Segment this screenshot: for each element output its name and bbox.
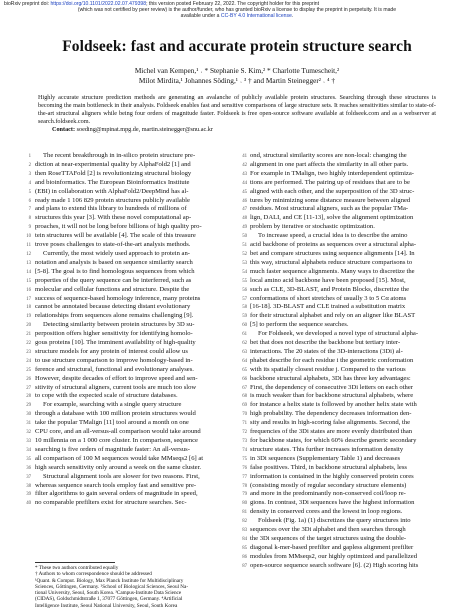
line-number: 34: [26, 447, 31, 453]
body-line: [242, 294, 448, 304]
line-number: 48: [242, 216, 247, 222]
line-number: 79: [242, 492, 247, 498]
body-line: [242, 196, 448, 206]
line-number: 59: [242, 314, 247, 320]
line-text: alignment in one part affects the similarity in all other parts.: [250, 160, 409, 168]
body-line: [28, 205, 233, 214]
line-number: 33: [26, 439, 31, 444]
line-number: 56: [242, 287, 247, 293]
line-number: 44: [242, 180, 247, 186]
body-line: [242, 543, 448, 553]
body-line: [26, 312, 233, 321]
line-text: Foldseek (Fig. 1a) (1) discretizes the query structures into: [258, 517, 411, 525]
contact-label: Contact:: [52, 126, 76, 134]
line-text: whereas sequence search tools employ fast and sensitive pre-: [35, 481, 197, 489]
body-line: [28, 223, 233, 232]
author-list: [0, 66, 474, 85]
banner-line-2: (which was not certified by peer review) is the author/funder, who has granted bioRxiv a license to display the preprint in perpetuity. It is made: [77, 7, 397, 13]
line-text: high search sensitivity only around a week on the same cluster.: [35, 463, 202, 471]
line-number: 16: [26, 287, 31, 293]
line-text: information is contained in the highly conserved protein cores: [250, 472, 414, 480]
line-text: for their structural alphabet and rely on an aligner like BLAST: [250, 312, 416, 320]
body-line: [26, 445, 233, 455]
body-line: [242, 160, 448, 170]
line-text: high probability. The dependency decreases information den-: [250, 410, 412, 418]
line-text: ference and structural, functional and evolutionary analyses.: [35, 365, 194, 373]
body-line: [28, 187, 233, 197]
abstract: [38, 94, 436, 134]
line-number: 12: [26, 251, 31, 257]
line-number: 24: [26, 358, 31, 364]
body-line: [26, 374, 233, 384]
body-column-right: [242, 152, 448, 571]
line-text: lign, DALI, and CE [11-13], solve the alignment optimization: [250, 214, 414, 222]
line-text: [5-8]. The goal is to find homologous sequences from which: [35, 267, 195, 275]
body-line: [26, 232, 233, 241]
line-number: 82: [242, 519, 247, 525]
abstract-line: software available at foldseek.com and as a webserver at search.foldseek.com.: [38, 110, 437, 126]
abstract-line: structures is becoming the main bottleneck in their analysis. Foldseek enables fast and sensitive comparisons of large structure sets. It: [38, 94, 437, 110]
body-line: [242, 223, 448, 232]
author-line-1: Michel van Kempen,¹ ˒ * Stephanie S. Kim,² * Charlotte Tumescheit,²: [134, 66, 340, 75]
line-text: cannot be annotated because detecting distant evolutionary: [35, 303, 191, 311]
line-text: with its spatially closest residue j. Compared to the various: [250, 365, 406, 373]
line-text: sequences over the 3Di alphabet and then searches through: [250, 526, 406, 534]
line-text: ready made 1 106 829 protein structures publicly available: [35, 196, 190, 204]
abstract-line: reaches sensitivities similar to state-of-the-art structural aligners while being four orders of magnitude faster. Foldseek is free open-source: [38, 102, 436, 118]
line-number: 18: [26, 305, 31, 311]
line-number: 31: [26, 421, 31, 427]
line-text: CPU core, and an all-versus-all comparison would take around: [35, 428, 201, 436]
line-text: [5] to perform the sequence searches.: [250, 321, 349, 329]
banner-line1-suffix: ; this version posted February 22, 2022. The copyright holder for this preprint: [146, 1, 319, 7]
line-text: then RoseTTAFold [2] is revolutionizing structural biology: [35, 169, 192, 177]
line-text: notation and analysis is based on sequence similarity search: [35, 258, 193, 266]
line-number: 85: [242, 545, 247, 551]
line-text: and plans to extend this library to hundreds of millions of: [35, 205, 187, 213]
line-number: 55: [242, 278, 247, 284]
line-text: success of sequence-based homology inference, many proteins: [35, 294, 201, 302]
body-line: [242, 508, 448, 517]
body-line: [26, 490, 233, 499]
body-line: [242, 347, 448, 357]
body-line: [242, 178, 448, 188]
line-text: such as CLE, 3D-BLAST, and Protein Blocks, discretize the: [250, 285, 410, 293]
line-text: interactions. The 20 states of the 3D-interactions (3Di) al-: [250, 347, 403, 355]
line-number: 40: [26, 501, 31, 507]
line-text: filter algorithms to gain several orders of magnitude in speed,: [35, 490, 198, 498]
body-line: [242, 383, 448, 393]
line-text: tions are performed. The pairing up of residues that are to be: [250, 178, 410, 186]
line-number: 9: [28, 225, 31, 231]
author-line-2: Milot Mirdita,¹ Johannes Söding,¹ ˒ ³ † and Martin Steinegger² ˒ ⁴ †: [138, 75, 336, 85]
line-number: 50: [242, 234, 247, 240]
line-text: gions. In contrast, 3Di sequences have the highest information: [250, 499, 415, 507]
body-line: [242, 419, 448, 428]
body-line: [26, 285, 233, 295]
line-text: First, the dependency of consecutive 3Di letters on each other: [250, 383, 413, 391]
body-line: [26, 347, 233, 357]
line-number: 53: [242, 260, 247, 266]
line-number: 76: [242, 465, 247, 471]
body-line: [242, 552, 448, 562]
body-line: [242, 374, 448, 384]
line-text: acid backbone of proteins as sequences over a structural alpha-: [250, 241, 417, 249]
body-line: [242, 410, 448, 419]
line-number: 37: [26, 474, 31, 480]
line-text: conformations of short stretches of usually 3 to 5 Cα atoms: [250, 294, 407, 302]
body-line: [26, 258, 233, 268]
banner-license-prefix: available under a: [180, 13, 220, 19]
line-text: molecular and cellular functions and structure. Despite the: [35, 285, 190, 293]
body-line: [26, 267, 233, 277]
line-text: However, despite decades of effort to improve speed and sen-: [35, 374, 198, 382]
line-text: sitivity of structural aligners, current tools are much too slow: [35, 383, 197, 391]
line-number: 36: [26, 465, 31, 471]
footnotes: [35, 565, 233, 609]
body-line: [242, 232, 448, 241]
line-number: 13: [26, 260, 31, 266]
line-number: 41: [242, 154, 247, 159]
line-number: 47: [242, 207, 247, 213]
body-line: [242, 428, 448, 437]
body-line: [242, 276, 448, 286]
line-number: 46: [242, 198, 247, 204]
line-number: 14: [26, 269, 31, 275]
line-text: tein structures will be available [4]. The scale of this treasure: [35, 232, 196, 240]
body-line: [26, 330, 233, 339]
line-number: 61: [242, 332, 247, 338]
body-line: [242, 330, 448, 339]
line-number: 75: [242, 456, 247, 462]
body-line: [242, 356, 448, 366]
line-number: 77: [242, 474, 247, 480]
line-text: diction at near-experimental quality by AlphaFold2 [1] and: [35, 160, 191, 168]
footnote-line: * These two authors contributed equally: [35, 565, 119, 571]
body-line: [242, 241, 448, 250]
line-number: 73: [242, 439, 247, 444]
body-line: [26, 472, 233, 482]
line-text: diagonal k-mer-based prefilter and gapless alignment prefilter: [250, 543, 414, 551]
body-line: [26, 481, 233, 491]
license-link[interactable]: CC-BY 4.0 International license: [220, 13, 292, 19]
body-line: [242, 152, 448, 161]
line-text: For Foldseek, we developed a novel type of structural alpha-: [258, 330, 419, 338]
body-line: [26, 339, 233, 348]
body-line: [26, 276, 233, 286]
abstract-line: Highly accurate structure prediction methods are generating an avalanche of publicly available protein structures. Searching through these: [38, 94, 402, 101]
line-number: 69: [242, 403, 247, 409]
banner-doi-prefix: bioRxiv preprint doi:: [4, 1, 51, 7]
line-number: 83: [242, 528, 247, 534]
line-number: 67: [242, 385, 247, 391]
line-number: 74: [242, 447, 247, 453]
line-text: trove poses challenges to state-of-the-art analysis methods.: [35, 241, 191, 249]
line-number: 25: [26, 367, 31, 373]
line-number: 3: [28, 171, 31, 177]
body-line: [26, 401, 233, 410]
body-line: [26, 392, 233, 401]
line-text: [16-18]. 3D-BLAST and CLE trained a substitution matrix: [250, 303, 406, 311]
body-line: [26, 419, 233, 428]
body-line: [26, 463, 233, 473]
line-number: 54: [242, 269, 247, 275]
line-number: 42: [242, 162, 247, 168]
line-text: bet and compare structures using sequence alignments [14]. In: [250, 249, 415, 257]
body-line: [26, 294, 233, 304]
line-text: Detecting similarity between protein structures by 3D su-: [43, 321, 195, 329]
line-text: modules from MMseqs2, our highly optimized and parallelized: [250, 552, 418, 560]
line-text: proaches, it will not be long before billions of high quality pro-: [35, 223, 202, 231]
body-line: [242, 517, 448, 526]
line-text: relationships from sequences alone remains challenging [9].: [35, 312, 194, 320]
line-number: 23: [26, 349, 31, 355]
footnote-line: † Authors to whom correspondence should be addressed: [35, 571, 152, 578]
paper-title: Foldseek: fast and accurate protein structure search: [62, 38, 412, 55]
line-number: 26: [26, 376, 31, 382]
line-text: To increase speed, a crucial idea is to describe the amino: [258, 232, 408, 240]
line-text: frequencies of the 3Di states are more evenly distributed than: [250, 428, 413, 436]
line-text: all comparison of 100 M sequences would take MMseqs2 [6] at: [35, 454, 204, 462]
line-text: in 3Di sequences (Supplementary Table 1) and decreases: [250, 454, 401, 462]
body-line: [26, 241, 233, 250]
body-line: [242, 187, 448, 197]
abstract-text: [38, 94, 436, 126]
line-number: 70: [242, 412, 247, 418]
line-text: for backbone states, for which 60% describe generic secondary: [250, 437, 417, 444]
line-number: 71: [242, 421, 247, 427]
body-line: [242, 481, 448, 491]
contact-info: [38, 126, 436, 134]
line-text: sity and results in high-scoring false alignments. Second, the: [250, 419, 411, 427]
line-number: 87: [242, 563, 247, 569]
line-text: much faster sequence alignments. Many ways to discretize the: [250, 267, 415, 275]
banner-line-3: [4, 13, 470, 19]
line-text: Currently, the most widely used approach to protein an-: [43, 249, 190, 257]
line-number: 68: [242, 394, 247, 400]
line-text: properties of the query sequence can be interferred, such as: [35, 276, 192, 284]
body-line: [242, 312, 448, 321]
line-number: 15: [26, 278, 31, 284]
body-line: [242, 526, 448, 535]
line-text: take the popular TMalign [11] tool around a month on one: [35, 419, 189, 427]
banner-license-suffix: .: [291, 13, 294, 19]
line-number: 39: [26, 492, 31, 498]
body-line: [26, 383, 233, 393]
line-text: aligned with each other, and the superposition of the 3D struc-: [250, 187, 415, 195]
line-text: and bioinformatics. The European Bioinformatics Institute: [35, 178, 190, 186]
body-line: [26, 321, 233, 330]
doi-link[interactable]: https://doi.org/10.1101/2022.02.07.479398: [50, 1, 147, 7]
body-line: [26, 249, 233, 259]
body-line: [26, 499, 233, 508]
body-line: [26, 356, 233, 366]
line-text: For example, searching with a single query structure: [43, 401, 182, 409]
line-text: this way, structural alphabets reduce structure comparisons to: [250, 258, 413, 266]
line-number: 58: [242, 305, 247, 311]
body-line: [26, 454, 233, 464]
preprint-banner: [4, 1, 470, 19]
line-text: backbone structural alphabets, 3Di has three key advantages:: [250, 374, 411, 382]
line-text: to use structure comparison to improve homology-based in-: [35, 356, 193, 364]
body-column-left: [26, 152, 233, 508]
line-number: 27: [26, 385, 31, 391]
body-line: [28, 160, 233, 170]
body-line: [242, 258, 448, 268]
line-number: 8: [28, 216, 31, 222]
body-line: [242, 445, 448, 455]
line-number: 20: [26, 323, 31, 329]
line-text: For example in TMalign, two highly interdependent optimiza-: [250, 169, 414, 177]
body-line: [242, 249, 448, 259]
footnote-line: (CIDAS), Goldschmidtstraße 1, 37077 Göttingen, Germany. ⁴Artificial: [35, 596, 183, 603]
body-line: [242, 490, 448, 499]
line-text: structure models for any protein of interest could allow us: [35, 347, 188, 355]
line-text: for instance a helix state is followed by another helix state with: [250, 401, 417, 409]
line-number: 35: [26, 456, 31, 462]
line-number: 66: [242, 376, 247, 382]
body-line: [242, 437, 448, 446]
body-line: [242, 472, 448, 482]
body-line: [28, 169, 233, 179]
line-text: (EBI) in collaboration with AlphaFold2/DeepMind has al-: [35, 187, 189, 195]
line-text: problem by iterative or stochastic optimization.: [250, 223, 375, 231]
line-text: through a database with 100 million protein structures would: [35, 410, 196, 418]
body-line: [242, 303, 448, 312]
line-number: 10: [26, 234, 31, 240]
body-line: [242, 401, 448, 410]
body-line: [242, 169, 448, 179]
footnote-line: Intelligence Institute, Seoul National University, Seoul, South Korea: [35, 602, 178, 609]
line-number: 64: [242, 358, 247, 364]
line-number: 43: [242, 171, 247, 177]
line-number: 30: [26, 412, 31, 418]
body-line: [28, 152, 233, 161]
line-number: 80: [242, 501, 247, 507]
line-text: searching is five orders of magnitude faster: An all-versus-: [35, 445, 190, 453]
body-line: [242, 534, 448, 544]
line-number: 11: [26, 243, 31, 249]
line-number: 49: [242, 225, 247, 231]
line-text: ond, structural similarity scores are non-local: changing the: [250, 152, 407, 159]
line-number: 21: [26, 332, 31, 338]
line-number: 86: [242, 554, 247, 560]
line-text: open-source sequence search software [6]. (2) High scoring hits: [250, 561, 419, 569]
line-number: 32: [26, 430, 31, 436]
footnote-line: Sciences, Göttingen, Germany. ²School of Biological Sciences, Seoul Na-: [35, 583, 189, 590]
line-text: residues. Most structural aligners, such as the popular TMa-: [250, 205, 409, 213]
line-number: 6: [28, 198, 31, 204]
line-text: 10 millennia on a 1 000 core cluster. In comparison, sequence: [35, 437, 198, 444]
body-line: [242, 365, 448, 375]
line-number: 51: [242, 243, 247, 249]
body-line: [242, 321, 448, 330]
line-number: 52: [242, 251, 247, 257]
body-line: [28, 178, 233, 188]
line-number: 5: [28, 189, 31, 195]
line-number: 81: [242, 510, 247, 516]
line-number: 84: [242, 536, 247, 542]
line-number: 19: [26, 314, 31, 320]
line-text: The recent breakthrough in in-silico protein structure pre-: [43, 152, 196, 159]
footnote-line: ¹Quant. & Comput. Biology, Max Planck Institute for Multidisciplinary: [35, 577, 184, 584]
line-number: 38: [26, 483, 31, 489]
footnote-line: tional University, Seoul, South Korea. ³Campus-Institute Data Science: [35, 590, 182, 597]
line-text: false positives. Third, in backbone structural alphabets, less: [250, 463, 407, 471]
line-text: local amino acid backbone have been proposed [15]. Most,: [250, 276, 406, 284]
body-line: [26, 428, 233, 437]
line-number: 2: [28, 162, 31, 168]
line-text: the 3Di sequences of the target structures using the double-: [250, 534, 407, 542]
body-line: [242, 339, 448, 348]
line-number: 7: [28, 207, 31, 213]
line-number: 28: [26, 394, 31, 400]
body-line: [26, 303, 233, 312]
line-number: 17: [26, 296, 31, 302]
body-line: [26, 437, 233, 446]
body-line: [242, 392, 448, 401]
body-line: [242, 214, 448, 223]
footnote-divider: [35, 562, 115, 563]
line-number: 4: [28, 180, 31, 186]
contact-emails[interactable]: soeding@mpinat.mpg.de, martin.steinegger@snu.ac.kr: [76, 126, 213, 134]
line-number: 29: [26, 403, 31, 409]
body-line: [242, 463, 448, 473]
line-text: perposition offers higher sensitivity for identifying homolo-: [35, 330, 193, 338]
line-text: tures by minimizing some distance measure between aligned: [250, 196, 411, 204]
line-number: 72: [242, 430, 247, 436]
line-text: phabet describe for each residue i the geometric conformation: [250, 356, 414, 364]
line-number: 22: [26, 341, 31, 347]
body-line: [242, 561, 448, 571]
line-text: and more in the predominantly non-conserved coil/loop re-: [250, 490, 406, 498]
body-line: [28, 214, 233, 223]
line-text: structures this year [3]. With these novel computational ap-: [35, 214, 192, 222]
body-line: [242, 285, 448, 295]
line-number: 60: [242, 323, 247, 329]
body-line: [242, 267, 448, 277]
line-text: gous proteins [10]. The imminent availability of high-quality: [35, 339, 196, 347]
body-line: [26, 410, 233, 419]
line-text: no comparable prefilters exist for structure searches. Sec-: [35, 499, 187, 507]
line-text: density in conserved cores and the lowest in loop regions.: [250, 508, 403, 516]
line-text: structure states. This further increases information density: [250, 445, 404, 453]
line-number: 63: [242, 349, 247, 355]
body-line: [28, 196, 233, 206]
line-number: 57: [242, 296, 247, 302]
line-text: is much weaker than for backbone structural alphabets, where: [250, 392, 414, 400]
line-number: 45: [242, 189, 247, 195]
line-text: bet that does not describe the backbone but tertiary inter-: [250, 339, 401, 347]
line-number: 1: [28, 154, 31, 159]
line-text: (consisting mostly of regular secondary structure elements): [250, 481, 407, 489]
line-text: to cope with the expected scale of structure databases.: [35, 392, 178, 400]
body-line: [242, 499, 448, 508]
body-line: [242, 454, 448, 464]
line-text: Structural alignment tools are slower for two reasons. First,: [43, 472, 200, 480]
line-number: 62: [242, 341, 247, 347]
line-number: 78: [242, 483, 247, 489]
line-number: 65: [242, 367, 247, 373]
body-line: [242, 205, 448, 214]
body-line: [26, 365, 233, 375]
